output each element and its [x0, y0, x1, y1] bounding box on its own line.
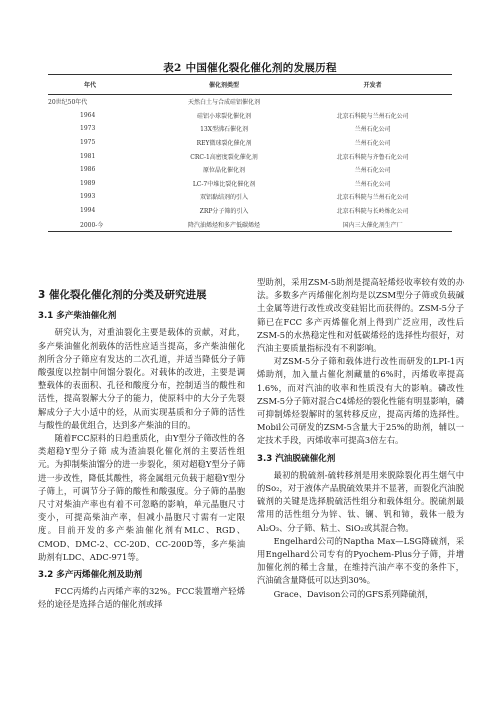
paragraph-3-2-a: FCC丙烯约占丙烯产率的32%。FCC装置增产轻烯烃的途径是选择合适的催化剂或择 — [38, 586, 245, 610]
table-row — [48, 177, 452, 191]
paragraph-3-1-b: 随着FCC原料的日趋重质化，由Y型分子筛改性的各类超稳Y型分子筛 成为渣油裂化催化剂的主要活性组元。为抑制柴油馏分的进一步裂化，须对超稳Y型分子筛进一步改性，降低其酸性，将金属组元负载于超稳Y型分子筛上，可调节分子筛的酸性和酸强度。分子筛的晶胞尺寸对柴油产率也有着不可忽略的影响，单元晶胞尺寸变小，可提高柴油产率，但减小晶胞尺寸需有一定限度。目前开发的多产柴油催化剂有MLC、RGD、CMOD、DMC-2、CC-20D、CC-200D等，多产柴油助剂有LDC、ADC-971等。 — [38, 433, 245, 562]
cell-catalyst-type: 降汽油烯烃和多产低碳烯烃 — [155, 217, 294, 231]
cell-catalyst-type: ZRP分子筛的引入 — [199, 208, 249, 216]
cell-era: 1975 — [80, 139, 96, 147]
table-row — [48, 109, 452, 123]
section-3-3-heading: 3.3 汽油脱硫催化剂 — [257, 453, 336, 464]
cell-catalyst-type: CRC-1高密度裂化催化剂 — [190, 153, 258, 161]
cell-developer: 北京石科院与齐鲁石化公司 — [336, 153, 409, 161]
cell-developer — [293, 95, 452, 109]
cell-developer: 兰州石化公司 — [354, 167, 391, 175]
cell-catalyst-type: 硅铝小球裂化催化剂 — [197, 112, 252, 120]
cell-catalyst-type: 13X型沸石催化剂 — [200, 126, 248, 134]
cell-era: 1994 — [80, 207, 96, 215]
cell-developer: 北京石科院与兰州石化公司 — [336, 194, 409, 202]
paragraph-3-1-a: 研究认为，对重油裂化主要是载体的贡献，对此，多产柴油催化剂载体的活性应适当提高，多产柴油催化剂所含分子筛应有发达的二次孔道，并适当降低分子筛酸强度以控制中间馏分裂化。对载体的改进，主要是调整载体的表面积、孔径和酸度分布，控制适当的酸性和活性，提高裂解大分子的能力，使原料中的大分子先裂解成分子大小适中的烃，从而实现基质和分子筛的活性与酸性的最优组合，达到多产柴油的目的。 — [38, 327, 245, 430]
cell-catalyst-type: 天然白土与合成硅铝催化剂 — [188, 99, 261, 107]
table-caption: 表2 中国催化裂化催化剂的发展历程 — [163, 62, 337, 74]
table-row — [48, 122, 452, 136]
right-column — [257, 276, 464, 601]
cell-developer: 兰州石化公司 — [354, 180, 391, 188]
cell-developer: 北京石科院与兰州石化公司 — [336, 112, 409, 120]
cell-developer: 国内三大催化剂生产厂 — [293, 217, 452, 231]
cell-era: 20世纪50年代 — [48, 99, 88, 107]
table-row — [48, 95, 452, 109]
cell-developer: 兰州石化公司 — [354, 140, 391, 148]
table-header-row — [48, 75, 452, 95]
table-row — [48, 163, 452, 177]
cell-developer: 兰州石化公司 — [354, 126, 391, 134]
paragraph-3-3-a: 最初的脱硫剂-硫转移剂是用来脱除裂化再生烟气中的So₂，对于液体产品脱硫效果并不显著，而裂化汽油脱硫剂的关键是选择脱硫活性组分和载体组分。脱硫剂最常用的活性组分为锌、钛、镧、钒和铈，载体一般为Al₂O₃、分子筛、粘土、SiO₂或其混合物。 — [257, 469, 464, 533]
table-row — [48, 204, 452, 218]
paragraph-3-2-b: 对ZSM-5分子筛和载体进行改性而研发的LPI-1丙烯助剂，加入量占催化剂藏量的6%时，丙烯收率提高1.6%，而对汽油的收率和性质没有大的影响。磷改性ZSM-5分子筛对混合C4烯烃的裂化性能有明显影响，磷可抑制烯烃裂解时的氢转移反应，提高丙烯的选择性。Mobil公司研发的ZSM-5含量大于25%的助剂，辅以一定技术手段，丙烯收率可提高3倍左右。 — [257, 356, 464, 446]
cell-era: 1964 — [80, 111, 96, 119]
section-3-heading: 3 催化裂化催化剂的分类及研究进展 — [38, 289, 207, 301]
table-row — [48, 190, 452, 204]
header-catalyst-type: 催化剂类型 — [155, 75, 294, 95]
table-row — [48, 217, 452, 231]
cell-catalyst-type: 原位晶化催化剂 — [203, 167, 246, 175]
cell-era: 1973 — [80, 125, 96, 133]
cell-era: 1981 — [80, 152, 96, 160]
paragraph-3-3-b: Engelhard公司的Naptha Max—LSG降硫剂，采用Engelhard公司专有的Pyochem-Plus分子筛，并增加催化剂的稀土含量，在维持汽油产率不变的条件下，汽油硫含量降低可以达到30%。 — [257, 535, 464, 586]
cell-catalyst-type: 双铝黏结剂的引入 — [200, 194, 249, 202]
table-row — [48, 136, 452, 150]
cell-era: 1989 — [80, 179, 96, 187]
cell-era: 1986 — [80, 166, 96, 174]
table-row — [48, 149, 452, 163]
cell-catalyst-type: LC-7中堆比裂化催化剂 — [192, 180, 256, 188]
cell-era: 1993 — [80, 193, 96, 201]
header-era: 年代 — [48, 75, 155, 95]
cell-catalyst-type: REY微球裂化催化剂 — [196, 140, 252, 148]
catalyst-history-table — [48, 74, 452, 232]
paragraph-3-3-c: Grace、Davison公司的GFS系列降硫剂， — [273, 588, 434, 599]
header-developer: 开发者 — [293, 75, 452, 95]
cell-developer: 北京石科院与长岭炼化公司 — [336, 208, 409, 216]
cell-era: 2000-今 — [48, 217, 155, 231]
section-3-2-heading: 3.2 多产丙烯催化剂及助剂 — [38, 570, 143, 581]
left-column — [38, 286, 245, 612]
paragraph-3-2-a-continued: 型助剂，采用ZSM-5助剂是提高轻烯烃收率较有效的办法。多数多产丙烯催化剂均是以ZSM型分子筛或负载碱土金属等进行改性或改变硅铝比而获得的。ZSM-5分子筛已在FCC 多产丙烯催化剂上得到广泛应用，改性后ZSM-5的水热稳定性和对低碳烯烃的选择性均很好，对汽油主要质量指标没有不利影响。 — [257, 277, 464, 354]
section-3-1-heading: 3.1 多产柴油催化剂 — [38, 311, 117, 322]
